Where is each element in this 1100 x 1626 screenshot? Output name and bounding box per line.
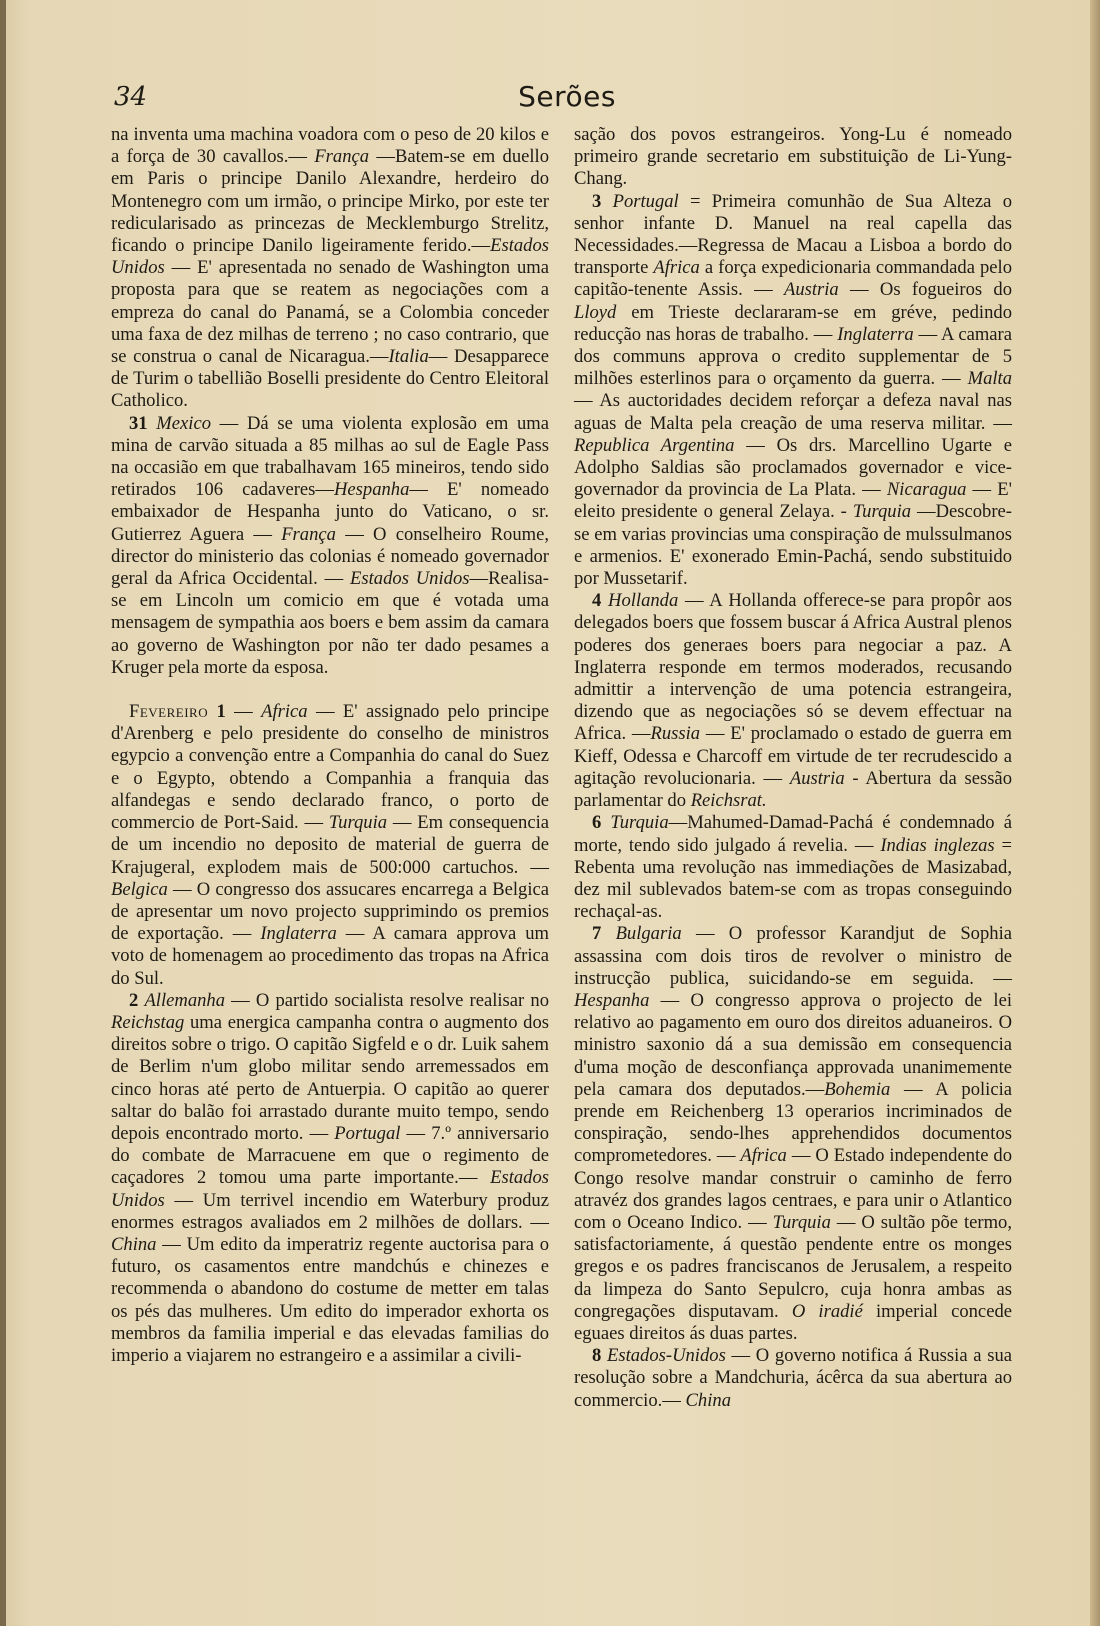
- country-heading: Turquia: [610, 812, 669, 834]
- article-text: — Os drs. Marcellino Ugarte e Adolpho Saldias são proclamados governador e vice-governador da provincia de La Plata. —: [574, 434, 1013, 501]
- country-heading: Bohemia: [824, 1078, 891, 1100]
- article-text: imperial concede eguaes direitos ás duas partes.: [574, 1300, 1012, 1344]
- month-heading: Fevereiro: [129, 701, 209, 723]
- country-heading: Estados Unidos: [350, 568, 470, 590]
- country-heading: Hespanha: [574, 989, 650, 1011]
- country-heading: Africa: [740, 1145, 787, 1167]
- day-number: 7: [592, 923, 602, 945]
- article-text: uma energica campanha contra o augmento dos direitos sobre o trigo. O capitão Sigfeld e o dr. Luik sahem de Berlim n'um globo militar sendo arremessados em cinco horas até perto de Antuerpia. O capitão ao querer saltar do balão foi arrastado durante muito tempo, sendo depois encontrado morto. —: [111, 1011, 549, 1144]
- article-paragraph: [574, 191, 1012, 591]
- country-heading: Indias inglezas: [880, 834, 995, 856]
- article-text: — O congresso dos assucares encarrega a Belgica de apresentar um novo projecto supprimindo os premios de exportação. —: [111, 878, 549, 945]
- country-heading: Italia: [388, 346, 429, 368]
- article-text: na inventa uma machina voadora com o peso de 20 kilos e a força de 30 cavallos.—: [111, 124, 549, 168]
- country-heading: Estados-Unidos: [607, 1345, 726, 1367]
- country-heading: Portugal: [334, 1122, 401, 1144]
- article-paragraph: [574, 124, 1012, 191]
- article-text: — Um terrivel incendio em Waterbury produz enormes estragos avaliados em 2 milhões de dollars. —: [111, 1189, 549, 1233]
- article-text: em Trieste declararam-se em gréve, pedindo reducção nas horas de trabalho. —: [574, 301, 1012, 345]
- article-text: = Primeira comunhão de Sua Alteza o senhor infante D. Manuel na real capella das Necessidades.—Regressa de Macau a Lisboa a bordo do transporte: [574, 190, 1012, 279]
- country-heading: Africa: [653, 257, 700, 279]
- page-binding-edge: [0, 0, 6, 1626]
- country-heading: China: [685, 1389, 731, 1411]
- article-text: — O congresso approva o projecto de lei relativo ao pagamento em ouro dos direitos aduaneiros. O ministro saxonio dá a sua demissão em consequencia d'uma moção de desconfiança approvada unanimemente pela camara dos deputados.—: [574, 989, 1012, 1100]
- article-text: — Dá se uma violenta explosão em uma mina de carvão situada a 85 milhas ao sul de Eagle Pass na occasião em que trabalhavam 165 mineiros, tendo sido retirados 106 cadaveres—: [111, 412, 549, 501]
- article-text: —Batem-se em duello em Paris o principe Danilo Alexandre, herdeiro do Montenegro com um irmão, o principe Mirko, por este ter redicularisado as princezas de Mecklemburgo Strelitz, ficando o principe Danilo ligeiramente ferido.—: [111, 146, 549, 257]
- article-text: — O Estado independente do Congo resolve mandar construir o caminho de ferro atravéz dos grandes lagos centraes, e para unir o Atlantico com o Oceano Indico. —: [574, 1145, 1012, 1233]
- article-text: [148, 413, 157, 434]
- article-text: — O partido socialista resolve realisar no: [225, 989, 549, 1011]
- country-heading: Inglaterra: [260, 923, 337, 945]
- article-text: [208, 701, 216, 722]
- article-text: — As auctoridades decidem reforçar a defeza naval nas aguas de Malta pela creação de uma reserva militar. —: [574, 390, 1012, 434]
- article-paragraph: [111, 701, 549, 990]
- country-heading: Inglaterra: [837, 323, 914, 345]
- country-heading: Estados Unidos: [111, 1167, 549, 1211]
- article-paragraph: [111, 124, 549, 413]
- country-heading: Austria: [789, 767, 845, 789]
- day-number: 4: [592, 590, 602, 612]
- country-heading: França: [314, 146, 370, 168]
- article-paragraph: [574, 1345, 1012, 1412]
- day-number: 8: [592, 1345, 602, 1367]
- article-paragraph: [574, 590, 1012, 812]
- article-text: [601, 923, 615, 944]
- article-text: — E' assignado pelo principe d'Arenberg e pelo presidente do conselho de ministros egypcio a convenção entre a Companhia do canal do Suez e o Egypto, obtendo a Companhia a franquia das alfandegas e sendo declarado franco, o porto de commercio de Port-Said. —: [111, 701, 550, 834]
- country-heading: Allemanha: [144, 989, 226, 1011]
- country-heading: França: [281, 523, 336, 545]
- country-heading: Turquia: [772, 1211, 831, 1233]
- country-heading: Estados Unidos: [111, 235, 549, 279]
- article-text: — E' apresentada no senado de Washington uma proposta para que se reatem as negociações com a empreza do canal do Panamá, se a Colombia conceder uma faxa de dez milhas de terreno ; no caso contrario, que se construa o canal de Nicaragua.—: [111, 257, 549, 368]
- article-text: — A policia prende em Reichenberg 13 operarios incriminados de conspiração, sendo-lhes apprehendidos documentos comprometedores. —: [574, 1078, 1013, 1167]
- article-text: — O governo notifica á Russia a sua resolução sobre a Mandchuria, ácêrca da sua abertura ao commercio.—: [574, 1345, 1012, 1411]
- day-number: 2: [129, 989, 139, 1011]
- country-heading: Belgica: [111, 878, 168, 900]
- right-column: [574, 124, 1012, 1412]
- article-text: — Desapparece de Turim o tabellião Boselli presidente do Centro Eleitoral Catholico.: [111, 346, 550, 412]
- article-text: —: [225, 701, 262, 723]
- article-text: — O professor Karandjut de Sophia assassina com dois tiros de revolver o ministro de instrucção publica, suicidando-se em seguida. —: [574, 923, 1012, 989]
- day-number: 3: [592, 190, 602, 212]
- article-text: — O sultão põe termo, satisfactoriamente, á questão pendente entre os monges gregos e os padres franciscanos de Jerusalem, a respeito da limpeza do Santo Sepulcro, cuja honra ambas as congregações disputavam.: [574, 1211, 1012, 1322]
- country-heading: Turquia: [852, 501, 912, 523]
- article-text: [601, 590, 608, 611]
- day-number: 6: [592, 812, 602, 834]
- country-heading: Austria: [783, 279, 839, 301]
- country-heading: Reichsrat.: [690, 790, 767, 812]
- country-heading: Russia: [650, 723, 701, 745]
- page-outer-edge: [1090, 0, 1100, 1626]
- article-text: —Descobre-se em varias provincias uma conspiração de mulssulmanos e armenios. E' exonerado Emin-Pachá, sendo substituido por Mussetarif.: [574, 501, 1012, 590]
- article-text: — A camara dos communs approva o credito supplementar de 5 milhões esterlinos para o orçamento da guerra. —: [574, 323, 1012, 390]
- article-text: — Em consequencia de um incendio no deposito de material de guerra de Krajugeral, explodem mais de 500:000 cartuchos. —: [111, 812, 550, 878]
- article-paragraph: [574, 812, 1012, 923]
- page-number: 34: [114, 82, 148, 112]
- country-heading: Turquia: [328, 812, 388, 834]
- article-text: — A Hollanda offerece-se para propôr aos delegados boers que fossem buscar á Africa Austral plenos poderes dos generaes boers para negociar a paz. A Inglaterra responde em termos moderados, recusando admittir a intervenção de uma potencia estrangeira, dizendo que as negociações só se devem effectuar na Africa. —: [574, 590, 1012, 745]
- article-text: — E' nomeado embaixador de Hespanha junto do Vaticano, o sr. Gutierrez Aguera —: [111, 479, 549, 545]
- country-heading: Hespanha: [333, 479, 410, 501]
- article-text: — A camara approva um voto de homenagem ao procedimento das tropas na Africa do Sul.: [111, 923, 549, 989]
- article-text: — O conselheiro Roume, director do ministerio das colonias é nomeado governador geral da Africa Occidental. —: [111, 523, 549, 590]
- country-heading: Portugal: [612, 190, 679, 212]
- running-title: Serões: [518, 80, 616, 113]
- article-text: — Os fogueiros do: [838, 279, 1012, 301]
- country-heading: Africa: [261, 701, 308, 723]
- day-number: 31: [129, 412, 148, 434]
- article-paragraph: [111, 990, 549, 1367]
- country-heading: Nicaragua: [886, 479, 967, 501]
- article-text: = Rebenta uma revolução nas immediações de Masizabad, dez mil sublevados batem-se com as tropas conseguindo rechaçal-as.: [574, 834, 1012, 923]
- article-text: a força expedicionaria commandada pelo capitão-tenente Assis. —: [574, 257, 1012, 301]
- country-heading: Reichstag: [111, 1011, 185, 1033]
- article-text: sação dos povos estrangeiros. Yong-Lu é nomeado primeiro grande secretario em substituição de Li-Yung-Chang.: [574, 124, 1012, 190]
- country-heading: Malta: [967, 368, 1012, 390]
- article-text: — Um edito da imperatriz regente auctorisa para o futuro, os casamentos entre mandchús e chinezes e recommenda o abandono do costume de metter em talas os pés das mulheres. Um edito do imperador exhorta os membros da familia imperial e das elevadas familias do imperio a viajarem no estrangeiro e a assimilar a civili-: [111, 1233, 549, 1366]
- article-text: [601, 191, 612, 212]
- article-text: —Mahumed-Damad-Pachá é condemnado á morte, tendo sido julgado á revelia. —: [574, 812, 1012, 856]
- article-text: - Abertura da sessão parlamentar do: [574, 767, 1012, 812]
- country-heading: Mexico: [156, 412, 211, 434]
- article-text: — E' proclamado o estado de guerra em Kieff, Odessa e Charcoff em virtude de ter recrudescido a agitação revolucionaria. —: [574, 723, 1012, 789]
- country-heading: Lloyd: [574, 301, 617, 323]
- day-number: 1: [216, 701, 226, 723]
- left-column: [111, 124, 549, 1367]
- article-text: — 7.º anniversario do combate de Marracuene em que o regimento de caçadores 2 tomou uma parte importante.—: [111, 1122, 549, 1189]
- country-heading: Republica Argentina: [574, 434, 735, 456]
- article-paragraph: [574, 923, 1012, 1345]
- country-heading: China: [111, 1233, 157, 1255]
- article-paragraph: [111, 413, 549, 679]
- article-text: — E' eleito presidente o general Zelaya. -: [574, 479, 1012, 523]
- article-text: —Realisa-se em Lincoln um comicio em que é votada uma mensagem de sympathia aos boers e bem assim da camara ao governo de Washington por não ter dado pesames a Kruger pela morte da esposa.: [111, 568, 549, 678]
- country-heading: O iradié: [791, 1300, 863, 1322]
- country-heading: Bulgaria: [615, 923, 682, 945]
- page-header: [114, 76, 1020, 120]
- country-heading: Hollanda: [608, 590, 679, 612]
